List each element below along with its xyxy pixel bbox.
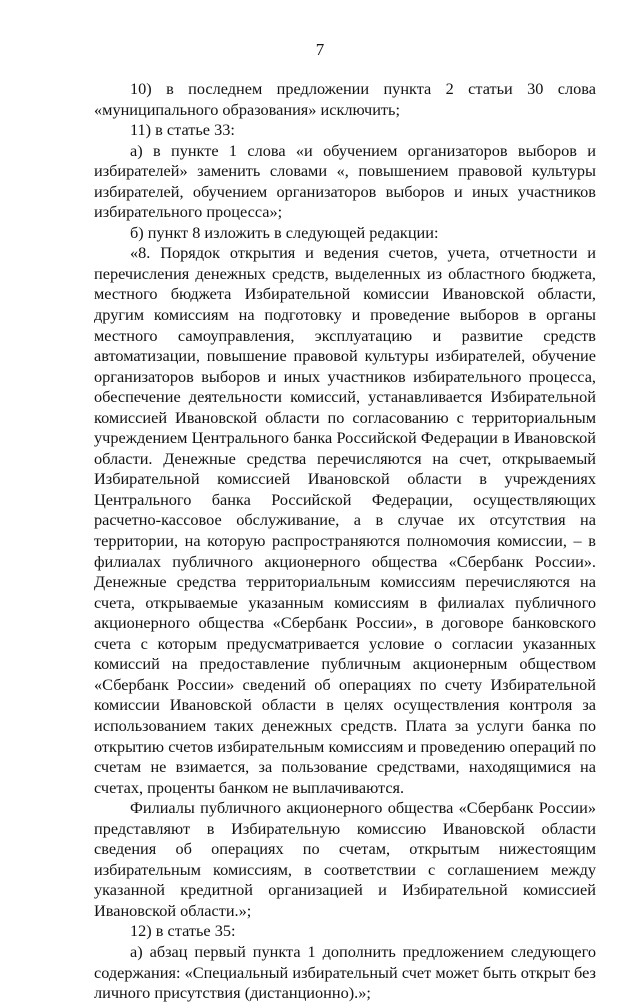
paragraph-item-11-a: а) в пункте 1 слова «и обучением организаторов выборов и избирателей» заменить словами «, повышением правовой культуры избирателей, обучением организаторов выборов и иных участников избирательного процесса»; <box>94 140 596 222</box>
document-body <box>94 79 596 1004</box>
paragraph-item-11-b: б) пункт 8 изложить в следующей редакции: <box>130 222 439 242</box>
paragraph-item-11-b-text-2: Филиалы публичного акционерного общества «Сбербанк России» представляют в Избирательную комиссию Ивановской области сведения об операциях по счетам, открытым нижестоящим избирательным комиссиям, в соответствии с соглашением между указанной кредитной организацией и Избирательной комиссией Ивановской области.»; <box>94 798 596 920</box>
paragraph-item-12: 12) в статье 35: <box>130 921 236 941</box>
paragraph-item-11-b-text-1: «8. Порядок открытия и ведения счетов, учета, отчетности и перечисления денежных средств, выделенных из областного бюджета, местного бюджета Избирательной комиссии Ивановской области, другим комиссиям на подготовку и проведение выборов в органы местного самоуправления, эксплуатацию и развитие средств автоматизации, повышение правовой культуры избирателей, обучение организаторов выборов и иных участников избирательного процесса, обеспечение деятельности комиссий, устанавливается Избирательной комиссией Ивановской области по согласованию с территориальным учреждением Центрального банка Российской Федерации в Ивановской области. Денежные средства перечисляются на счет, открываемый Избирательной комиссией Ивановской области в учреждениях Центрального банка Российской Федерации, осуществляющих расчетно-кассовое обслуживание, а в случае их отсутствия на территории, на которую распространяются полномочия комиссии, – в филиалах публичного акционерного общества «Сбербанк России». Денежные средства территориальным комиссиям перечисляются на счета, открываемые указанным комиссиям в филиалах публичного акционерного общества «Сбербанк России», в договоре банковского счета с которым предусматривается условие о согласии указанных комиссий на предоставление публичным акционерным обществом «Сбербанк России» сведений об операциях по счету Избирательной комиссии Ивановской области в целях осуществления контроля за использованием таких денежных средств. Плата за услуги банка по открытию счетов избирательным комиссиям и проведению операций по счетам не взимается, за пользование средствами, находящимися на счетах, проценты банком не выплачиваются. <box>94 243 596 797</box>
paragraph-item-10: 10) в последнем предложении пункта 2 статьи 30 слова «муниципального образования» исключить; <box>94 79 596 119</box>
paragraph-item-12-a: а) абзац первый пункта 1 дополнить предложением следующего содержания: «Специальный избирательный счет может быть открыт без личного присутствия (дистанционно).»; <box>94 941 596 1003</box>
paragraph-item-11: 11) в статье 33: <box>130 120 235 140</box>
page-number: 7 <box>315 40 325 59</box>
